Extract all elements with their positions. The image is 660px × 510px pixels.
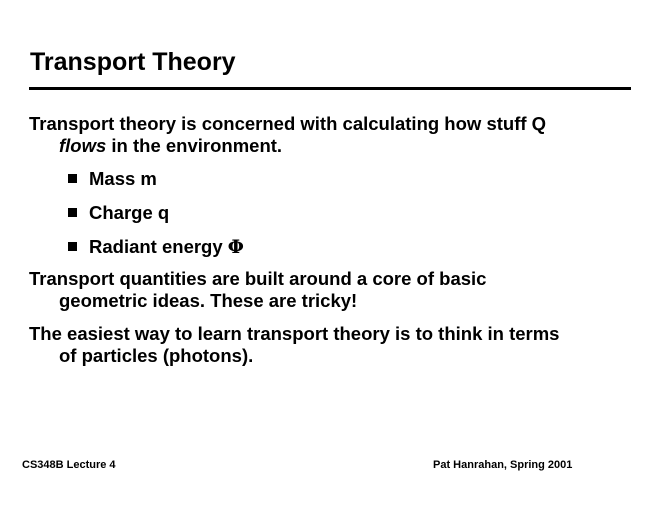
title-rule bbox=[29, 87, 631, 90]
bullet-item-radiant-energy bbox=[68, 236, 244, 259]
footer-author: Pat Hanrahan, Spring 2001 bbox=[433, 459, 573, 471]
paragraph-line: Transport quantities are built around a core of basic bbox=[29, 268, 487, 289]
paragraph-line: geometric ideas. These are tricky! bbox=[59, 290, 358, 311]
bullet-text: Charge q bbox=[89, 202, 170, 223]
paragraph-transport-theory bbox=[29, 113, 629, 157]
paragraph-line: The easiest way to learn transport theory is to think in terms bbox=[29, 323, 560, 344]
footer-course: CS348B Lecture 4 bbox=[22, 459, 116, 471]
paragraph-transport-quantities bbox=[29, 268, 629, 312]
square-bullet-icon bbox=[68, 174, 77, 183]
slide-title: Transport Theory bbox=[30, 48, 236, 76]
emphasis-text: flows bbox=[59, 135, 107, 156]
bullet-text: Radiant energy bbox=[89, 236, 228, 257]
paragraph-line: Transport theory is concerned with calculating how stuff Q bbox=[29, 113, 547, 134]
paragraph-line bbox=[29, 135, 629, 157]
square-bullet-icon bbox=[68, 208, 77, 217]
bullet-text: Mass m bbox=[89, 168, 157, 189]
square-bullet-icon bbox=[68, 242, 77, 251]
paragraph-easiest-way bbox=[29, 323, 629, 367]
bullet-item-charge bbox=[68, 202, 169, 224]
paragraph-text: in the environment. bbox=[106, 135, 283, 156]
paragraph-line: of particles (photons). bbox=[59, 345, 254, 366]
phi-symbol: Φ bbox=[227, 237, 244, 258]
bullet-item-mass bbox=[68, 168, 157, 190]
